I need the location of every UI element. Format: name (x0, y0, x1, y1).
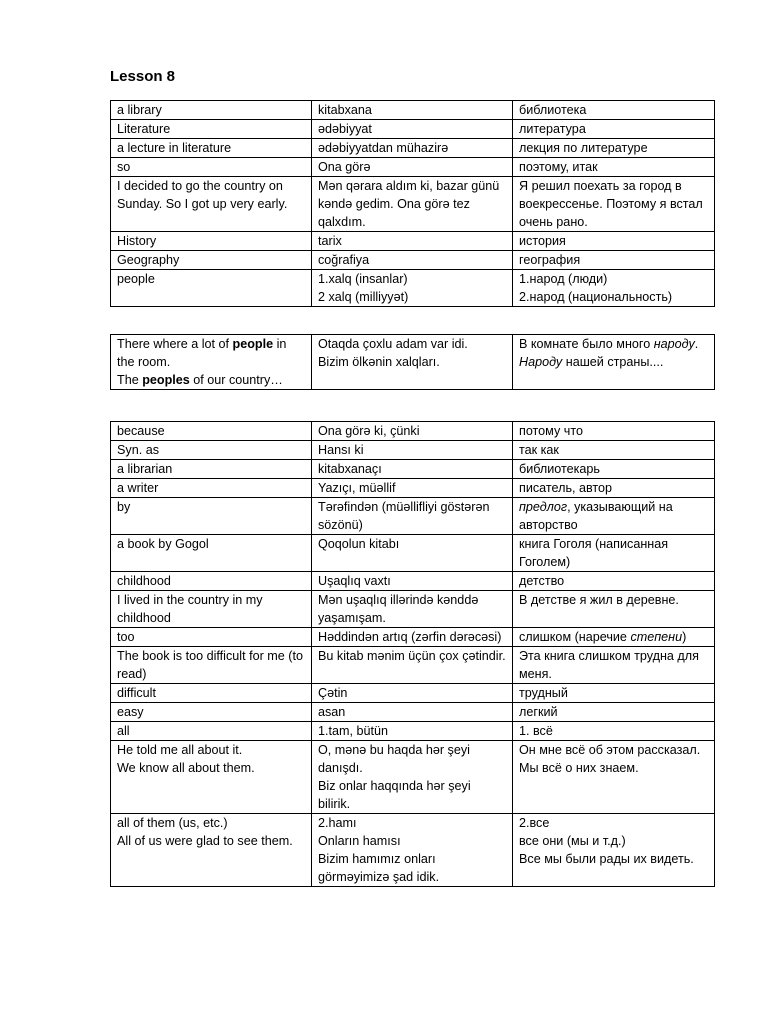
text: В комнате было много (519, 337, 654, 351)
russian-cell (513, 628, 715, 647)
english-cell (111, 441, 312, 460)
cell-line: легкий (519, 705, 558, 719)
cell-line: All of us were glad to see them. (117, 834, 293, 848)
english-cell (111, 479, 312, 498)
azerbaijani-cell (312, 177, 513, 232)
azerbaijani-cell (312, 422, 513, 441)
russian-cell (513, 101, 715, 120)
cell-line: Mən uşaqlıq illərində kənddə yaşamışam. (318, 593, 479, 625)
example-line (117, 371, 305, 389)
cell-line: Мы всё о них знаем. (519, 761, 639, 775)
azerbaijani-cell (312, 270, 513, 307)
english-cell (111, 335, 312, 390)
cell-line: Geography (117, 253, 180, 267)
cell-line: I lived in the country in my childhood (117, 593, 263, 625)
english-cell (111, 591, 312, 628)
cell-line: 1. всё (519, 724, 553, 738)
keyword: Народу (519, 355, 563, 369)
table-row (111, 270, 715, 307)
table-row (111, 422, 715, 441)
azerbaijani-cell (312, 139, 513, 158)
cell-line: Все мы были рады их видеть. (519, 852, 694, 866)
table-row (111, 120, 715, 139)
cell-line: too (117, 630, 135, 644)
russian-cell (513, 684, 715, 703)
table-row (111, 441, 715, 460)
russian-cell (513, 591, 715, 628)
cell-line: Qoqolun kitabı (318, 537, 400, 551)
cell-line: He told me all about it. (117, 743, 243, 757)
english-cell (111, 232, 312, 251)
english-cell (111, 814, 312, 887)
text: . (694, 337, 699, 351)
cell-line: 2.народ (национальность) (519, 290, 673, 304)
example-line: Bizim ölkənin xalqları. (318, 355, 440, 369)
cell-line: people (117, 272, 155, 286)
cell-line: kitabxanaçı (318, 462, 382, 476)
english-cell (111, 177, 312, 232)
azerbaijani-cell (312, 158, 513, 177)
table-row (111, 139, 715, 158)
table-row (111, 177, 715, 232)
cell-line: трудный (519, 686, 568, 700)
cell-line: В детстве я жил в деревне. (519, 593, 679, 607)
english-cell (111, 535, 312, 572)
table-row (111, 101, 715, 120)
table-row (111, 460, 715, 479)
cell-line: 1.xalq (insanlar) (318, 272, 408, 286)
text: in the room. (117, 337, 287, 369)
azerbaijani-cell (312, 232, 513, 251)
russian-cell (513, 251, 715, 270)
cell-line: Literature (117, 122, 171, 136)
azerbaijani-cell (312, 335, 513, 390)
cell-line: Biz onlar haqqında hər şeyi bilirik. (318, 779, 471, 811)
cell-line: Syn. as (117, 443, 159, 457)
cell-line: Ona görə ki, çünki (318, 424, 420, 438)
cell-line: ədəbiyyat (318, 122, 372, 136)
english-cell (111, 101, 312, 120)
azerbaijani-cell (312, 722, 513, 741)
table-row (111, 251, 715, 270)
russian-cell (513, 232, 715, 251)
example-line: Otaqda çoxlu adam var idi. (318, 337, 468, 351)
cell-line: Hansı ki (318, 443, 364, 457)
russian-cell (513, 814, 715, 887)
cell-line: все они (мы и т.д.) (519, 834, 626, 848)
cell-line: childhood (117, 574, 171, 588)
cell-line: ədəbiyyatdan mühazirə (318, 141, 449, 155)
azerbaijani-cell (312, 251, 513, 270)
cell-line: a writer (117, 481, 159, 495)
russian-cell (513, 498, 715, 535)
russian-cell (513, 158, 715, 177)
azerbaijani-cell (312, 498, 513, 535)
russian-cell (513, 441, 715, 460)
english-cell (111, 251, 312, 270)
cell-line: 2.все (519, 816, 550, 830)
azerbaijani-cell (312, 535, 513, 572)
azerbaijani-cell (312, 684, 513, 703)
english-cell (111, 703, 312, 722)
vocab-table-3 (110, 421, 715, 887)
cell-line: Bizim hamımız onları görməyimizə şad idik. (318, 852, 440, 884)
cell-line: a lecture in literature (117, 141, 232, 155)
table-row (111, 814, 715, 887)
cell-line: лекция по литературе (519, 141, 648, 155)
english-cell (111, 741, 312, 814)
cell-line: because (117, 424, 165, 438)
vocab-table-2 (110, 334, 715, 390)
keyword: peoples (142, 373, 190, 387)
cell-line: литература (519, 122, 586, 136)
text: of our country… (189, 373, 283, 387)
english-cell (111, 120, 312, 139)
table-row (111, 498, 715, 535)
cell-line: coğrafiya (318, 253, 370, 267)
cell-line: easy (117, 705, 144, 719)
cell-line: so (117, 160, 131, 174)
cell-line: детство (519, 574, 565, 588)
russian-cell (513, 120, 715, 139)
table-row (111, 232, 715, 251)
table-row (111, 535, 715, 572)
table-row (111, 647, 715, 684)
example-line (519, 353, 708, 371)
table-row (111, 703, 715, 722)
cell-line: так как (519, 443, 559, 457)
cell-line: difficult (117, 686, 156, 700)
text: The (117, 373, 143, 387)
cell-line: потому что (519, 424, 583, 438)
cell-line: a librarian (117, 462, 173, 476)
table-row (111, 722, 715, 741)
cell-line: библиотека (519, 103, 587, 117)
azerbaijani-cell (312, 741, 513, 814)
cell-line: Yazıçı, müəllif (318, 481, 396, 495)
cell-line: We know all about them. (117, 761, 255, 775)
vocab-table-1 (110, 100, 715, 307)
azerbaijani-cell (312, 101, 513, 120)
keyword: предлог (519, 500, 568, 514)
azerbaijani-cell (312, 479, 513, 498)
example-line (117, 335, 305, 371)
azerbaijani-cell (312, 703, 513, 722)
table-row (111, 335, 715, 390)
russian-cell (513, 139, 715, 158)
azerbaijani-cell (312, 591, 513, 628)
english-cell (111, 270, 312, 307)
cell-line: 2 xalq (milliyyət) (318, 290, 409, 304)
russian-cell (513, 722, 715, 741)
example-line (519, 335, 708, 353)
russian-cell (513, 460, 715, 479)
keyword: степени (630, 630, 683, 644)
english-cell (111, 628, 312, 647)
page-title: Lesson 8 (110, 68, 176, 85)
text: ) (682, 630, 687, 644)
table-row (111, 479, 715, 498)
table-row (111, 628, 715, 647)
russian-cell (513, 270, 715, 307)
cell-line: I decided to go the country on Sunday. So I got up very early. (117, 179, 288, 211)
russian-cell (513, 335, 715, 390)
text: , указывающий на авторство (519, 500, 673, 532)
cell-line: The book is too difficult for me (to read) (117, 649, 303, 681)
cell-line: Bu kitab mənim üçün çox çətindir. (318, 649, 506, 663)
cell-line: 1.tam, bütün (318, 724, 389, 738)
cell-line: Çətin (318, 686, 348, 700)
cell-line: Tərəfindən (müəllifliyi göstərən sözönü) (318, 500, 490, 532)
text: нашей страны.... (562, 355, 664, 369)
cell-line: библиотекарь (519, 462, 600, 476)
cell-line: писатель, автор (519, 481, 613, 495)
cell-line: all (117, 724, 130, 738)
cell-line: 2.hamı (318, 816, 357, 830)
azerbaijani-cell (312, 120, 513, 139)
cell-line: книга Гоголя (написанная Гоголем) (519, 537, 669, 569)
cell-line: a book by Gogol (117, 537, 209, 551)
azerbaijani-cell (312, 628, 513, 647)
keyword: people (232, 337, 274, 351)
azerbaijani-cell (312, 572, 513, 591)
cell-line: asan (318, 705, 346, 719)
english-cell (111, 139, 312, 158)
cell-line: Mən qərara aldım ki, bazar günü kəndə gedim. Ona görə tez qalxdım. (318, 179, 500, 229)
text: слишком (наречие (519, 630, 631, 644)
cell-line: History (117, 234, 157, 248)
russian-cell (513, 535, 715, 572)
table-row (111, 591, 715, 628)
cell-line: Uşaqlıq vaxtı (318, 574, 391, 588)
cell-line: география (519, 253, 581, 267)
russian-cell (513, 422, 715, 441)
cell-line: O, mənə bu haqda hər şeyi danışdı. (318, 743, 470, 775)
cell-line: Ona görə (318, 160, 371, 174)
azerbaijani-cell (312, 647, 513, 684)
cell-line: история (519, 234, 566, 248)
english-cell (111, 722, 312, 741)
table-row (111, 741, 715, 814)
english-cell (111, 498, 312, 535)
cell-line: tarix (318, 234, 342, 248)
cell-line: Я решил поехать за город в воекрессенье. Поэтому я встал очень рано. (519, 179, 703, 229)
cell-line: a library (117, 103, 162, 117)
russian-cell (513, 177, 715, 232)
cell-line: Onların hamısı (318, 834, 401, 848)
cell-line: Эта книга слишком трудна для меня. (519, 649, 699, 681)
text: There where a lot of (117, 337, 233, 351)
cell-line: by (117, 500, 131, 514)
english-cell (111, 158, 312, 177)
cell-line: Həddindən artıq (zərfin dərəcəsi) (318, 630, 502, 644)
english-cell (111, 647, 312, 684)
cell-line: Он мне всё об этом рассказал. (519, 743, 701, 757)
table-row (111, 158, 715, 177)
russian-cell (513, 479, 715, 498)
english-cell (111, 684, 312, 703)
cell-line: поэтому, итак (519, 160, 598, 174)
russian-cell (513, 703, 715, 722)
cell-line: all of them (us, etc.) (117, 816, 228, 830)
azerbaijani-cell (312, 441, 513, 460)
english-cell (111, 572, 312, 591)
english-cell (111, 422, 312, 441)
russian-cell (513, 741, 715, 814)
azerbaijani-cell (312, 814, 513, 887)
cell-line: 1.народ (люди) (519, 272, 608, 286)
azerbaijani-cell (312, 460, 513, 479)
cell-line (519, 498, 708, 534)
table-row (111, 684, 715, 703)
table-row (111, 572, 715, 591)
cell-line: kitabxana (318, 103, 372, 117)
keyword: народу (653, 337, 695, 351)
cell-line (519, 628, 708, 646)
russian-cell (513, 647, 715, 684)
english-cell (111, 460, 312, 479)
russian-cell (513, 572, 715, 591)
